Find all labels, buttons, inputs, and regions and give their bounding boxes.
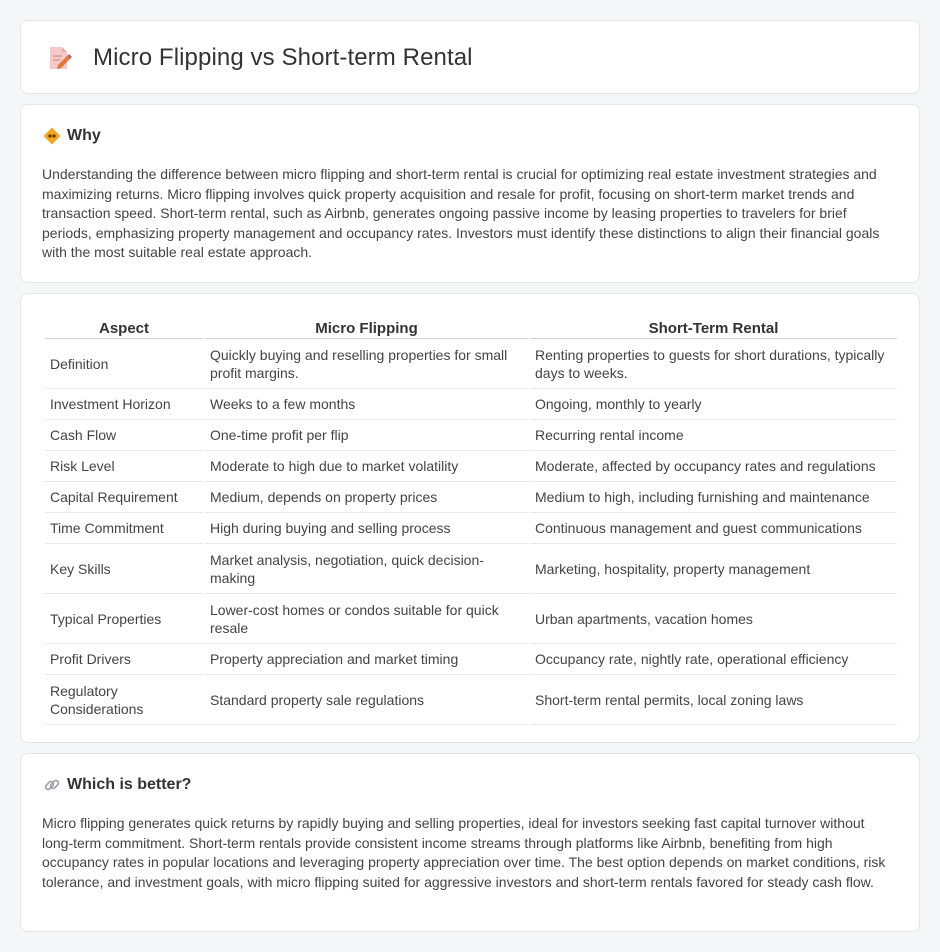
micro-flipping-cell: High during buying and selling process: [205, 513, 528, 544]
micro-flipping-cell: Property appreciation and market timing: [205, 644, 528, 675]
why-heading: [43, 127, 101, 145]
short-term-rental-cell: Marketing, hospitality, property management: [530, 544, 897, 594]
better-title: Which is better?: [67, 776, 192, 793]
short-term-rental-cell: Urban apartments, vacation homes: [530, 594, 897, 644]
diamond-sign-icon: [43, 127, 61, 145]
table-row: [45, 451, 897, 482]
table-row: [45, 482, 897, 513]
which-is-better-section: [20, 753, 920, 932]
title-row: [47, 43, 473, 73]
aspect-cell: Cash Flow: [45, 420, 203, 451]
micro-flipping-cell: Market analysis, negotiation, quick decision-making: [205, 544, 528, 594]
aspect-cell: Key Skills: [45, 544, 203, 594]
micro-flipping-cell: Weeks to a few months: [205, 389, 528, 420]
why-text: Understanding the difference between micro flipping and short-term rental is crucial for optimizing real estate investment strategies and maximizing returns. Micro flipping involves quick property acquisition and resale for profit, focusing on short-term market trends and transaction speed. Short-term rental, such as Airbnb, generates ongoing passive income by leasing properties to travelers for brief periods, emphasizing property management and occupancy rates. Investors must identify these distinctions to align their financial goals with the most suitable real estate approach.: [42, 166, 880, 260]
comparison-table: [43, 314, 899, 725]
short-term-rental-cell: Ongoing, monthly to yearly: [530, 389, 897, 420]
aspect-cell: Time Commitment: [45, 513, 203, 544]
micro-flipping-cell: Quickly buying and reselling properties for small profit margins.: [205, 339, 528, 389]
micro-flipping-cell: Lower-cost homes or condos suitable for quick resale: [205, 594, 528, 644]
short-term-rental-cell: Occupancy rate, nightly rate, operational efficiency: [530, 644, 897, 675]
short-term-rental-cell: Medium to high, including furnishing and maintenance: [530, 482, 897, 513]
better-text: Micro flipping generates quick returns by rapidly buying and selling properties, ideal for investors seeking fast capital turnover without long-term commitment. Short-term rentals provide consistent income streams through platforms like Airbnb, benefiting from high occupancy rates in popular locations and leveraging property appreciation over time. The best option depends on market conditions, risk tolerance, and investment goals, with micro flipping suited for aggressive investors and short-term rentals favored for steady cash flow.: [42, 815, 886, 890]
aspect-cell: Risk Level: [45, 451, 203, 482]
micro-flipping-cell: One-time profit per flip: [205, 420, 528, 451]
page-title: Micro Flipping vs Short-term Rental: [93, 44, 473, 71]
table-row: [45, 420, 897, 451]
aspect-cell: Investment Horizon: [45, 389, 203, 420]
table-row: [45, 513, 897, 544]
table-header-row: [45, 314, 897, 339]
micro-flipping-cell: Medium, depends on property prices: [205, 482, 528, 513]
aspect-cell: Capital Requirement: [45, 482, 203, 513]
table-row: [45, 339, 897, 389]
short-term-rental-cell: Recurring rental income: [530, 420, 897, 451]
table-row: [45, 675, 897, 725]
comparison-section: [20, 293, 920, 743]
title-card: [20, 20, 920, 94]
table-row: [45, 644, 897, 675]
micro-flipping-cell: Moderate to high due to market volatility: [205, 451, 528, 482]
header-aspect: Aspect: [45, 314, 203, 339]
why-section: [20, 104, 920, 283]
document-edit-icon: [47, 43, 73, 73]
short-term-rental-cell: Moderate, affected by occupancy rates and regulations: [530, 451, 897, 482]
micro-flipping-cell: Standard property sale regulations: [205, 675, 528, 725]
table-row: [45, 594, 897, 644]
table-row: [45, 389, 897, 420]
link-icon: [43, 776, 61, 794]
table-row: [45, 544, 897, 594]
aspect-cell: Definition: [45, 339, 203, 389]
header-micro-flipping: Micro Flipping: [205, 314, 528, 339]
short-term-rental-cell: Short-term rental permits, local zoning laws: [530, 675, 897, 725]
short-term-rental-cell: Renting properties to guests for short durations, typically days to weeks.: [530, 339, 897, 389]
aspect-cell: Regulatory Considerations: [45, 675, 203, 725]
short-term-rental-cell: Continuous management and guest communications: [530, 513, 897, 544]
aspect-cell: Profit Drivers: [45, 644, 203, 675]
better-heading: [43, 776, 191, 794]
aspect-cell: Typical Properties: [45, 594, 203, 644]
why-title: Why: [67, 127, 101, 144]
header-short-term-rental: Short-Term Rental: [530, 314, 897, 339]
